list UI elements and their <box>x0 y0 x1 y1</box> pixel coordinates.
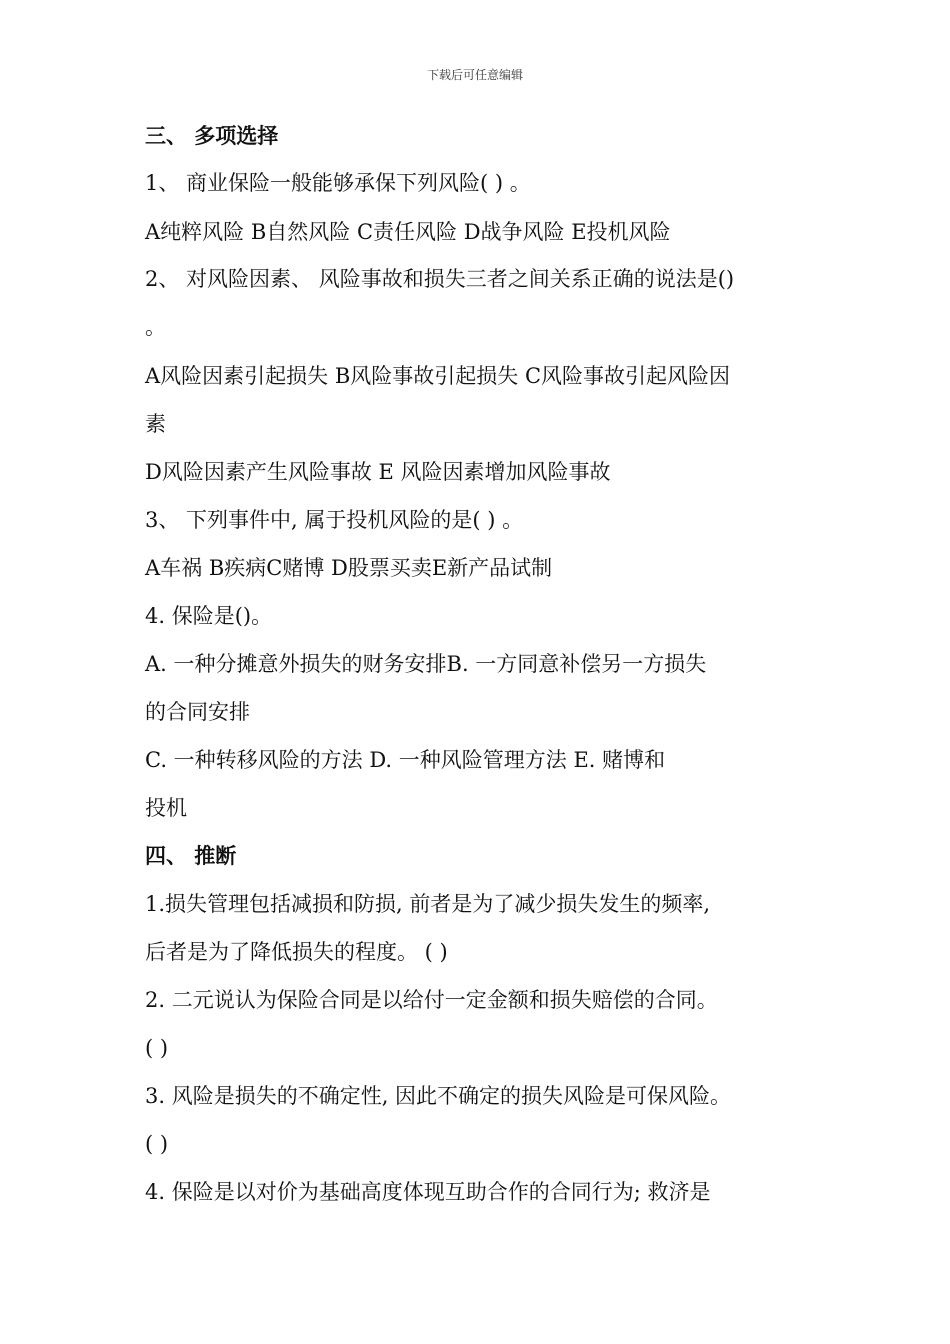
page-header: 下载后可任意编辑 <box>426 68 523 82</box>
text-line: C. 一种转移风险的方法 D. 一种风险管理方法 E. 赌博和 <box>145 748 666 772</box>
text-line: ( ) <box>145 1132 169 1156</box>
text-line: 4. 保险是以对价为基础高度体现互助合作的合同行为; 救济是 <box>145 1180 711 1204</box>
text-line: 2. 二元说认为保险合同是以给付一定金额和损失赔偿的合同。 <box>145 988 718 1012</box>
text-line: 1.损失管理包括减损和防损, 前者是为了减少损失发生的频率, <box>145 892 711 916</box>
text-line: 素 <box>145 412 166 436</box>
text-line: A纯粹风险 B自然风险 C责任风险 D战争风险 E投机风险 <box>145 220 671 244</box>
section-heading: 三、 多项选择 <box>145 124 279 148</box>
text-line: 1、 商业保险一般能够承保下列风险( ) 。 <box>145 171 531 195</box>
text-line: 4. 保险是()。 <box>145 604 273 628</box>
text-line: A风险因素引起损失 B风险事故引起损失 C风险事故引起风险因 <box>145 364 731 388</box>
text-line: D风险因素产生风险事故 E 风险因素增加风险事故 <box>145 460 611 484</box>
text-line: 后者是为了降低损失的程度。 ( ) <box>145 940 448 964</box>
text-line: 3. 风险是损失的不确定性, 因此不确定的损失风险是可保风险。 <box>145 1084 732 1108</box>
text-line: 投机 <box>145 796 187 820</box>
text-line: 的合同安排 <box>145 700 250 724</box>
text-line: 3、 下列事件中, 属于投机风险的是( ) 。 <box>145 508 524 532</box>
text-line: 2、 对风险因素、 风险事故和损失三者之间关系正确的说法是() <box>145 267 735 291</box>
text-line: A. 一种分摊意外损失的财务安排B. 一方同意补偿另一方损失 <box>145 652 707 676</box>
section-heading: 四、 推断 <box>145 844 237 868</box>
text-line: A车祸 B疾病C赌博 D股票买卖E新产品试制 <box>145 556 553 580</box>
text-line: ( ) <box>145 1036 169 1060</box>
text-line: 。 <box>145 315 166 339</box>
